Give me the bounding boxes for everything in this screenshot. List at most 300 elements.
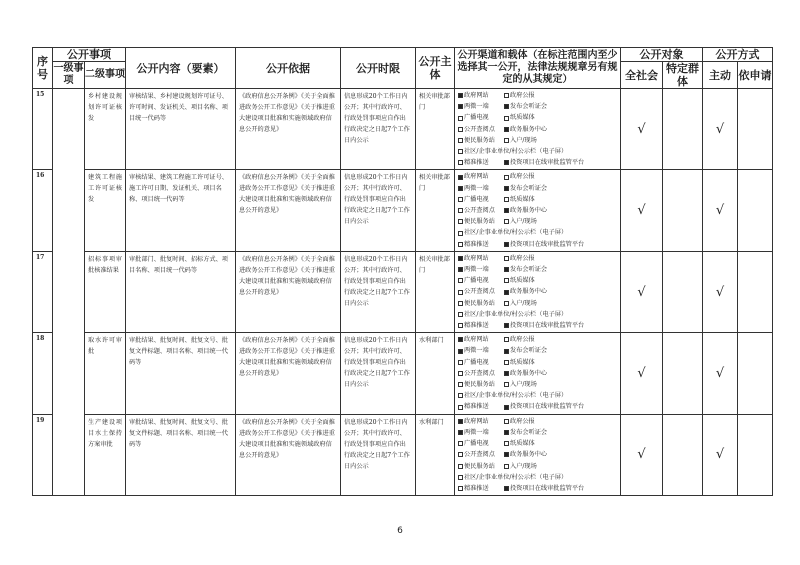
checked-box-icon [458,267,463,272]
row-level2: 生产建设项目水土保持方案审批 [85,414,126,495]
header-on-request: 依申请 [738,62,773,89]
channel-option [504,264,547,275]
channel-option [504,135,537,146]
channel-label: 政府公报 [510,254,535,262]
channel-option [458,379,504,390]
channel-option [458,90,504,101]
table-row [33,414,773,495]
row-time-limit: 信息形成20个工作日内公开；其中行政许可、行政处罚事项应自作出行政决定之日起7个工作日内公示 [341,170,416,251]
unchecked-box-icon [504,441,509,446]
channel-label: 投资项目在线审批监管平台 [510,322,585,330]
channel-label: 政务服务中心 [510,288,548,296]
active-check: √ [703,170,738,251]
unchecked-box-icon [458,382,463,387]
row-channels [455,89,621,170]
row-time-limit: 信息形成20个工作日内公开；其中行政许可、行政处罚事项应自作出行政决定之日起7个工作日内公示 [341,333,416,414]
channel-label: 广播电视 [464,195,489,203]
checked-box-icon [504,405,509,410]
unchecked-box-icon [504,278,509,283]
row-seq: 17 [33,251,53,332]
channel-label: 便民服务站 [464,299,495,307]
channel-label: 社区/企事业单位/村公示栏（电子屏） [464,392,568,400]
unchecked-box-icon [504,138,509,143]
channel-label: 纸质媒体 [510,114,535,122]
channel-option [504,298,537,309]
header-whole-society: 全社会 [621,62,663,89]
header-basis: 公开依据 [236,48,341,89]
row-subject: 水利部门 [416,333,455,414]
channel-label: 广播电视 [464,277,489,285]
channel-line [458,124,617,135]
channel-option [458,205,504,216]
unchecked-box-icon [458,323,463,328]
whole-society-check: √ [621,414,663,495]
row-basis: 《政府信息公开条例》《关于全面推进政务公开工作意见》《关于推进重大建设项目批准和实施领域政府信息公开的意见》 [236,333,341,414]
unchecked-box-icon [458,197,463,202]
table-row [33,251,773,332]
channel-label: 广播电视 [464,114,489,122]
checked-box-icon [458,349,463,354]
channel-line [458,90,617,101]
checked-box-icon [458,104,463,109]
channel-label: 两微一端 [464,266,489,274]
channel-option [504,427,547,438]
channel-option [458,264,504,275]
checked-box-icon [458,256,463,261]
channel-line [458,112,617,123]
channel-label: 政府网站 [464,92,489,99]
unchecked-box-icon [504,175,509,180]
channel-option [458,438,504,449]
channel-option [504,171,535,182]
checked-box-icon [504,208,509,213]
channel-label: 政府网站 [464,336,489,344]
channel-label: 广播电视 [464,358,489,366]
channel-label: 便民服务站 [464,381,495,389]
channel-label: 政府网站 [464,417,489,425]
channel-line [458,101,617,112]
channel-line [458,205,617,216]
channel-option [504,379,537,390]
channel-option [458,416,504,427]
channel-label: 便民服务站 [464,136,495,144]
channel-option [504,320,584,331]
unchecked-box-icon [458,452,463,457]
channel-label: 政府公报 [510,173,535,181]
channel-option [458,239,504,250]
specific-group-cell [663,89,703,170]
channel-option [458,227,567,238]
channel-label: 社区/企事业单位/村公示栏（电子屏） [464,229,568,237]
channel-option [504,183,547,194]
row-channels [455,170,621,251]
channel-option [504,401,584,412]
active-check: √ [703,89,738,170]
row-level2: 建筑工程施工许可证核发 [85,170,126,251]
unchecked-box-icon [504,419,509,424]
channel-option [458,345,504,356]
channel-line [458,357,617,368]
channel-label: 入户/现场 [510,218,537,226]
unchecked-box-icon [458,278,463,283]
channel-option [504,334,535,345]
channel-line [458,416,617,427]
on-request-cell [738,333,773,414]
channel-label: 社区/企事业单位/村公示栏（电子屏） [464,310,568,318]
channel-option [458,275,504,286]
channel-label: 广播电视 [464,440,489,448]
specific-group-cell [663,333,703,414]
channel-option [504,253,535,264]
channel-line [458,286,617,297]
unchecked-box-icon [458,290,463,295]
row-subject: 水利部门 [416,414,455,495]
channel-label: 政府公报 [510,336,535,344]
header-matter: 公开事项 [53,48,126,62]
active-check: √ [703,414,738,495]
channel-label: 政府公报 [510,417,535,425]
channel-line [458,239,617,250]
header-content: 公开内容（要素） [126,48,236,89]
channel-option [504,275,535,286]
channel-option [458,157,504,168]
checked-box-icon [458,430,463,435]
checked-box-icon [504,127,509,132]
channel-line [458,334,617,345]
row-content: 审批结果、批复时间、批复文号、批复文件标题、项目名称、项目统一代码等 [126,414,236,495]
row-channels [455,251,621,332]
checked-box-icon [504,452,509,457]
channel-line [458,379,617,390]
channel-label: 两微一端 [464,184,489,192]
channel-option [504,449,547,460]
channel-line [458,390,617,401]
row-seq: 15 [33,89,53,170]
channel-line [458,483,617,494]
channel-option [504,216,537,227]
checked-box-icon [458,175,463,180]
channel-option [504,112,535,123]
level1-cell [53,89,85,496]
unchecked-box-icon [458,301,463,306]
channel-option [458,357,504,368]
unchecked-box-icon [458,219,463,224]
channel-option [458,216,504,227]
unchecked-box-icon [504,360,509,365]
channel-line [458,461,617,472]
channel-label: 投资项目在线审批监管平台 [510,240,585,248]
channel-label: 纸质媒体 [510,195,535,203]
channel-option [504,345,547,356]
channel-option [504,461,537,472]
channel-option [458,368,504,379]
channel-label: 政府网站 [464,173,489,181]
channel-line [458,171,617,182]
unchecked-box-icon [458,149,463,154]
unchecked-box-icon [458,371,463,376]
channel-label: 公开查阅点 [464,369,495,377]
checked-box-icon [504,371,509,376]
row-channels [455,333,621,414]
table-body [33,89,773,496]
active-check: √ [703,251,738,332]
channel-option [458,194,504,205]
row-content: 审批结果、批复时间、批复文号、批复文件标题、项目名称、项目统一代码等 [126,333,236,414]
unchecked-box-icon [504,256,509,261]
channel-label: 政务服务中心 [510,125,548,133]
channel-option [458,135,504,146]
row-subject: 相关审批部门 [416,251,455,332]
row-time-limit: 信息形成20个工作日内公开；其中行政许可、行政处罚事项应自作出行政决定之日起7个工作日内公示 [341,251,416,332]
channel-label: 精准推送 [464,159,489,167]
header-active: 主动 [703,62,738,89]
row-level2: 取水许可审批 [85,333,126,414]
whole-society-check: √ [621,251,663,332]
channel-line [458,264,617,275]
channel-label: 发布会听证会 [510,428,548,436]
row-seq: 18 [33,333,53,414]
channel-line [458,320,617,331]
row-content: 审核结果、乡村建设规划许可证号、许可时间、发证机关、项目名称、项目统一代码等 [126,89,236,170]
channel-option [458,427,504,438]
channel-label: 政务服务中心 [510,369,548,377]
checked-box-icon [504,242,509,247]
table-row [33,170,773,251]
channel-option [458,334,504,345]
unchecked-box-icon [458,242,463,247]
channel-label: 投资项目在线审批监管平台 [510,484,585,492]
channel-label: 纸质媒体 [510,277,535,285]
channel-line [458,157,617,168]
on-request-cell [738,414,773,495]
channel-option [458,401,504,412]
channel-label: 发布会听证会 [510,347,548,355]
channel-option [504,124,547,135]
row-seq: 19 [33,414,53,495]
unchecked-box-icon [458,138,463,143]
channel-option [458,483,504,494]
channel-label: 入户/现场 [510,299,537,307]
channel-label: 精准推送 [464,484,489,492]
header-mode: 公开方式 [703,48,773,62]
channel-label: 两微一端 [464,103,489,111]
row-level2: 乡村建设规划许可证核发 [85,89,126,170]
channel-label: 公开查阅点 [464,451,495,459]
unchecked-box-icon [458,475,463,480]
channel-line [458,472,617,483]
unchecked-box-icon [458,116,463,121]
unchecked-box-icon [458,231,463,236]
channel-option [504,157,584,168]
on-request-cell [738,170,773,251]
channel-line [458,253,617,264]
channel-option [504,438,535,449]
channel-label: 投资项目在线审批监管平台 [510,403,585,411]
channel-option [458,309,567,320]
header-target: 公开对象 [621,48,703,62]
unchecked-box-icon [458,127,463,132]
channel-option [458,449,504,460]
unchecked-box-icon [504,301,509,306]
channel-label: 社区/企事业单位/村公示栏（电子屏） [464,473,568,481]
channel-line [458,298,617,309]
channel-label: 发布会听证会 [510,184,548,192]
header-time-limit: 公开时限 [341,48,416,89]
checked-box-icon [504,486,509,491]
channel-label: 公开查阅点 [464,207,495,215]
channel-line [458,194,617,205]
header-seq: 序号 [33,48,53,89]
channel-line [458,227,617,238]
channel-label: 两微一端 [464,347,489,355]
row-time-limit: 信息形成20个工作日内公开；其中行政许可、行政处罚事项应自作出行政决定之日起7个工作日内公示 [341,89,416,170]
row-subject: 相关审批部门 [416,89,455,170]
row-basis: 《政府信息公开条例》《关于全面推进政务公开工作意见》《关于推进重大建设项目批准和实施领域政府信息公开的意见》 [236,89,341,170]
channel-line [458,216,617,227]
specific-group-cell [663,251,703,332]
checked-box-icon [504,430,509,435]
channel-option [504,416,535,427]
channel-option [458,461,504,472]
channel-label: 两微一端 [464,428,489,436]
checked-box-icon [504,186,509,191]
channel-label: 纸质媒体 [510,358,535,366]
channel-option [458,320,504,331]
row-content: 审核结果、建筑工程施工许可证号、施工许可日期、发证机关、项目名称、项目统一代码等 [126,170,236,251]
channel-option [504,101,547,112]
channel-option [458,146,567,157]
unchecked-box-icon [504,464,509,469]
channel-label: 精准推送 [464,322,489,330]
checked-box-icon [458,93,463,98]
row-basis: 《政府信息公开条例》《关于全面推进政务公开工作意见》《关于推进重大建设项目批准和实施领域政府信息公开的意见》 [236,170,341,251]
checked-box-icon [504,160,509,165]
channel-line [458,309,617,320]
channel-option [458,183,504,194]
channel-label: 入户/现场 [510,136,537,144]
channel-option [504,483,584,494]
channel-line [458,275,617,286]
channel-line [458,345,617,356]
channel-option [504,368,547,379]
specific-group-cell [663,414,703,495]
channel-label: 政务服务中心 [510,451,548,459]
channel-option [504,90,535,101]
channel-label: 纸质媒体 [510,440,535,448]
checked-box-icon [504,323,509,328]
channel-label: 便民服务站 [464,462,495,470]
channel-option [458,112,504,123]
channel-option [504,357,535,368]
checked-box-icon [458,186,463,191]
unchecked-box-icon [504,219,509,224]
channel-label: 政府网站 [464,254,489,262]
channel-option [458,101,504,112]
channel-label: 公开查阅点 [464,125,495,133]
unchecked-box-icon [504,337,509,342]
unchecked-box-icon [504,93,509,98]
channel-line [458,146,617,157]
unchecked-box-icon [504,197,509,202]
checked-box-icon [504,104,509,109]
unchecked-box-icon [458,360,463,365]
checked-box-icon [458,337,463,342]
channel-line [458,368,617,379]
channel-label: 入户/现场 [510,381,537,389]
channel-option [504,239,584,250]
specific-group-cell [663,170,703,251]
header-level1: 一级事项 [53,62,85,89]
header-level2: 二级事项 [85,62,126,89]
checked-box-icon [504,349,509,354]
row-basis: 《政府信息公开条例》《关于全面推进政务公开工作意见》《关于推进重大建设项目批准和实施领域政府信息公开的意见》 [236,251,341,332]
unchecked-box-icon [458,464,463,469]
channel-label: 政务服务中心 [510,207,548,215]
header-subject: 公开主体 [416,48,455,89]
channel-option [504,286,547,297]
channel-line [458,427,617,438]
channel-label: 公开查阅点 [464,288,495,296]
channel-line [458,449,617,460]
channel-option [458,472,567,483]
channel-option [504,205,547,216]
row-channels [455,414,621,495]
whole-society-check: √ [621,89,663,170]
table-row [33,333,773,414]
channel-line [458,401,617,412]
channel-label: 投资项目在线审批监管平台 [510,159,585,167]
header-channels: 公开渠道和载体（在标注范围内至少选择其一公开，法律法规规章另有规定的从其规定） [455,48,621,89]
channel-label: 便民服务站 [464,218,495,226]
checked-box-icon [504,267,509,272]
row-content: 审批部门、批复时间、招标方式、项目名称、项目统一代码等 [126,251,236,332]
channel-option [504,194,535,205]
channel-option [458,298,504,309]
channel-line [458,135,617,146]
unchecked-box-icon [458,441,463,446]
channel-line [458,438,617,449]
disclosure-table [32,47,773,496]
page-number: 6 [397,526,403,536]
channel-option [458,124,504,135]
row-level2: 招标事项审批核准结果 [85,251,126,332]
whole-society-check: √ [621,333,663,414]
channel-label: 发布会听证会 [510,103,548,111]
unchecked-box-icon [458,160,463,165]
row-seq: 16 [33,170,53,251]
unchecked-box-icon [458,208,463,213]
channel-label: 社区/企事业单位/村公示栏（电子屏） [464,148,568,156]
row-time-limit: 信息形成20个工作日内公开；其中行政许可、行政处罚事项应自作出行政决定之日起7个工作日内公示 [341,414,416,495]
unchecked-box-icon [458,405,463,410]
unchecked-box-icon [458,312,463,317]
channel-option [458,286,504,297]
unchecked-box-icon [458,486,463,491]
unchecked-box-icon [504,382,509,387]
channel-label: 入户/现场 [510,462,537,470]
on-request-cell [738,251,773,332]
table-row [33,89,773,170]
checked-box-icon [504,290,509,295]
row-subject: 相关审批部门 [416,170,455,251]
channel-label: 精准推送 [464,240,489,248]
channel-option [458,390,567,401]
unchecked-box-icon [458,393,463,398]
header-specific-group: 特定群体 [663,62,703,89]
channel-option [458,171,504,182]
channel-label: 精准推送 [464,403,489,411]
whole-society-check: √ [621,170,663,251]
